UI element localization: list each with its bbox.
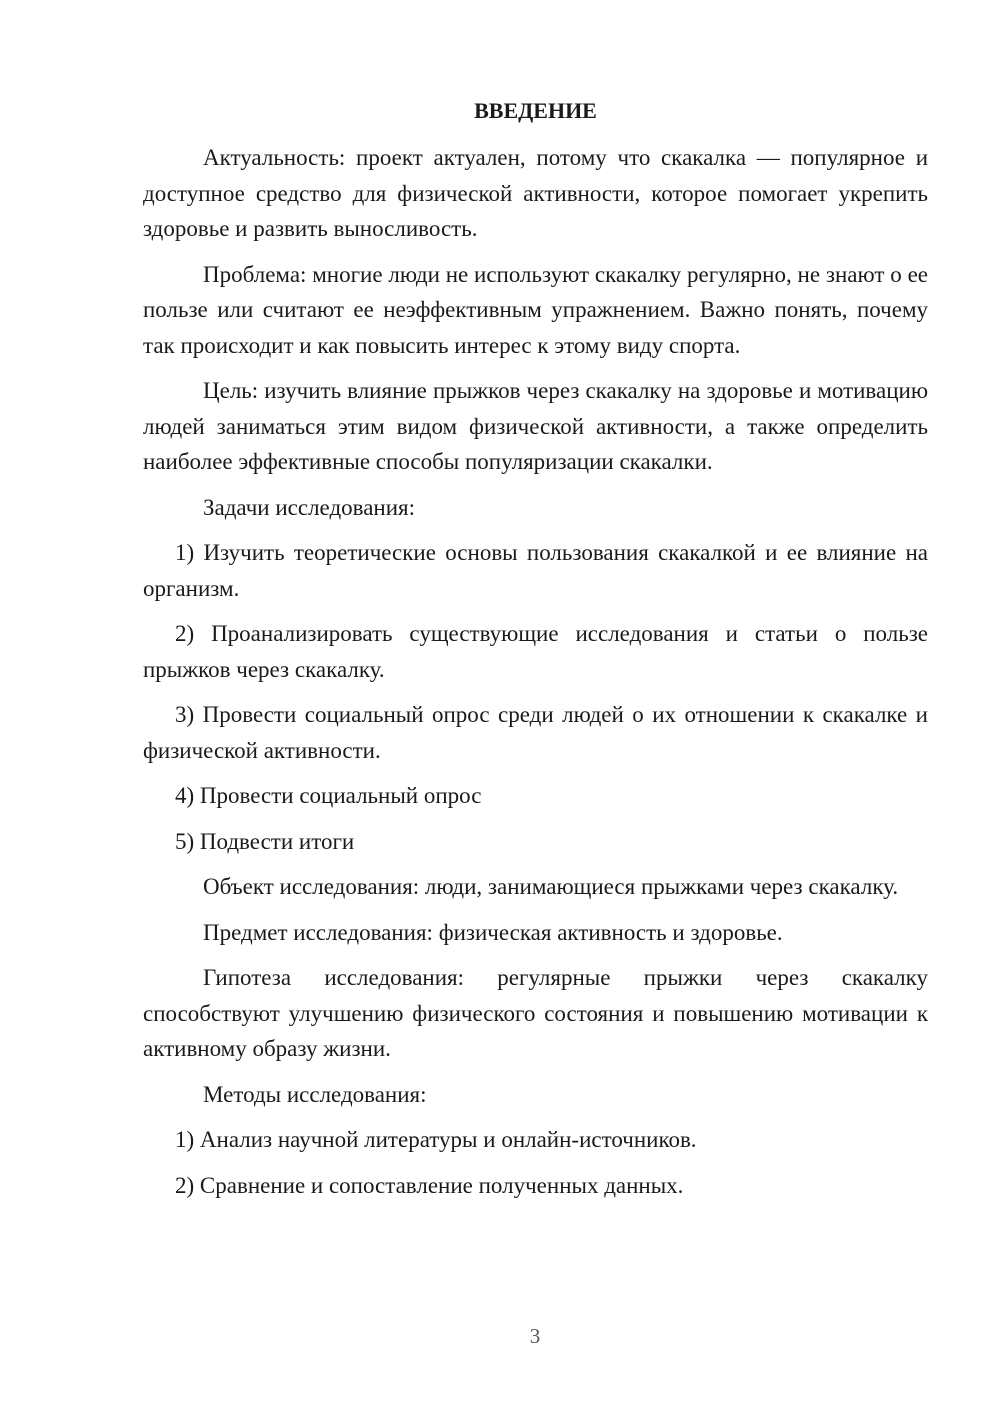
paragraph-goal: Цель: изучить влияние прыжков через скакалку на здоровье и мотивацию людей заниматься этим видом физической активности, а также определить наиболее эффективные способы популяризации скакалки.	[143, 378, 928, 474]
task-item: 2) Проанализировать существующие исследования и статьи о пользе прыжков через скакалку.	[143, 621, 928, 682]
page-number: 3	[529, 1324, 541, 1348]
method-item: 1) Анализ научной литературы и онлайн-источников.	[175, 1127, 697, 1152]
paragraph-problem: Проблема: многие люди не используют скакалку регулярно, не знают о ее пользе или считают ее неэффективным упражнением. Важно понять, почему так происходит и как повысить интерес к этому виду спорта.	[143, 261, 928, 358]
tasks-heading: Задачи исследования:	[203, 494, 416, 520]
paragraph-subject: Предмет исследования: физическая активность и здоровье.	[203, 919, 783, 945]
task-item: 4) Провести социальный опрос	[175, 783, 482, 808]
paragraph-relevance: Актуальность: проект актуален, потому что скакалка — популярное и доступное средство для физической активности, которое помогает укрепить здоровье и развить выносливость.	[143, 145, 928, 241]
paragraph-object: Объект исследования: люди, занимающиеся прыжками через скакалку.	[203, 874, 899, 899]
task-item: 3) Провести социальный опрос среди людей о их отношении к скакалке и физической активности.	[143, 702, 928, 763]
task-item: 1) Изучить теоретические основы пользования скакалкой и ее влияние на организм.	[143, 540, 928, 601]
method-item: 2) Сравнение и сопоставление полученных данных.	[175, 1172, 684, 1198]
paragraph-hypothesis: Гипотеза исследования: регулярные прыжки через скакалку способствуют улучшению физического состояния и повышению мотивации к активному образу жизни.	[143, 965, 928, 1061]
task-item: 5) Подвести итоги	[175, 828, 355, 854]
methods-heading: Методы исследования:	[203, 1081, 427, 1107]
section-title: ВВЕДЕНИЕ	[474, 98, 597, 123]
page-content	[143, 96, 928, 1213]
